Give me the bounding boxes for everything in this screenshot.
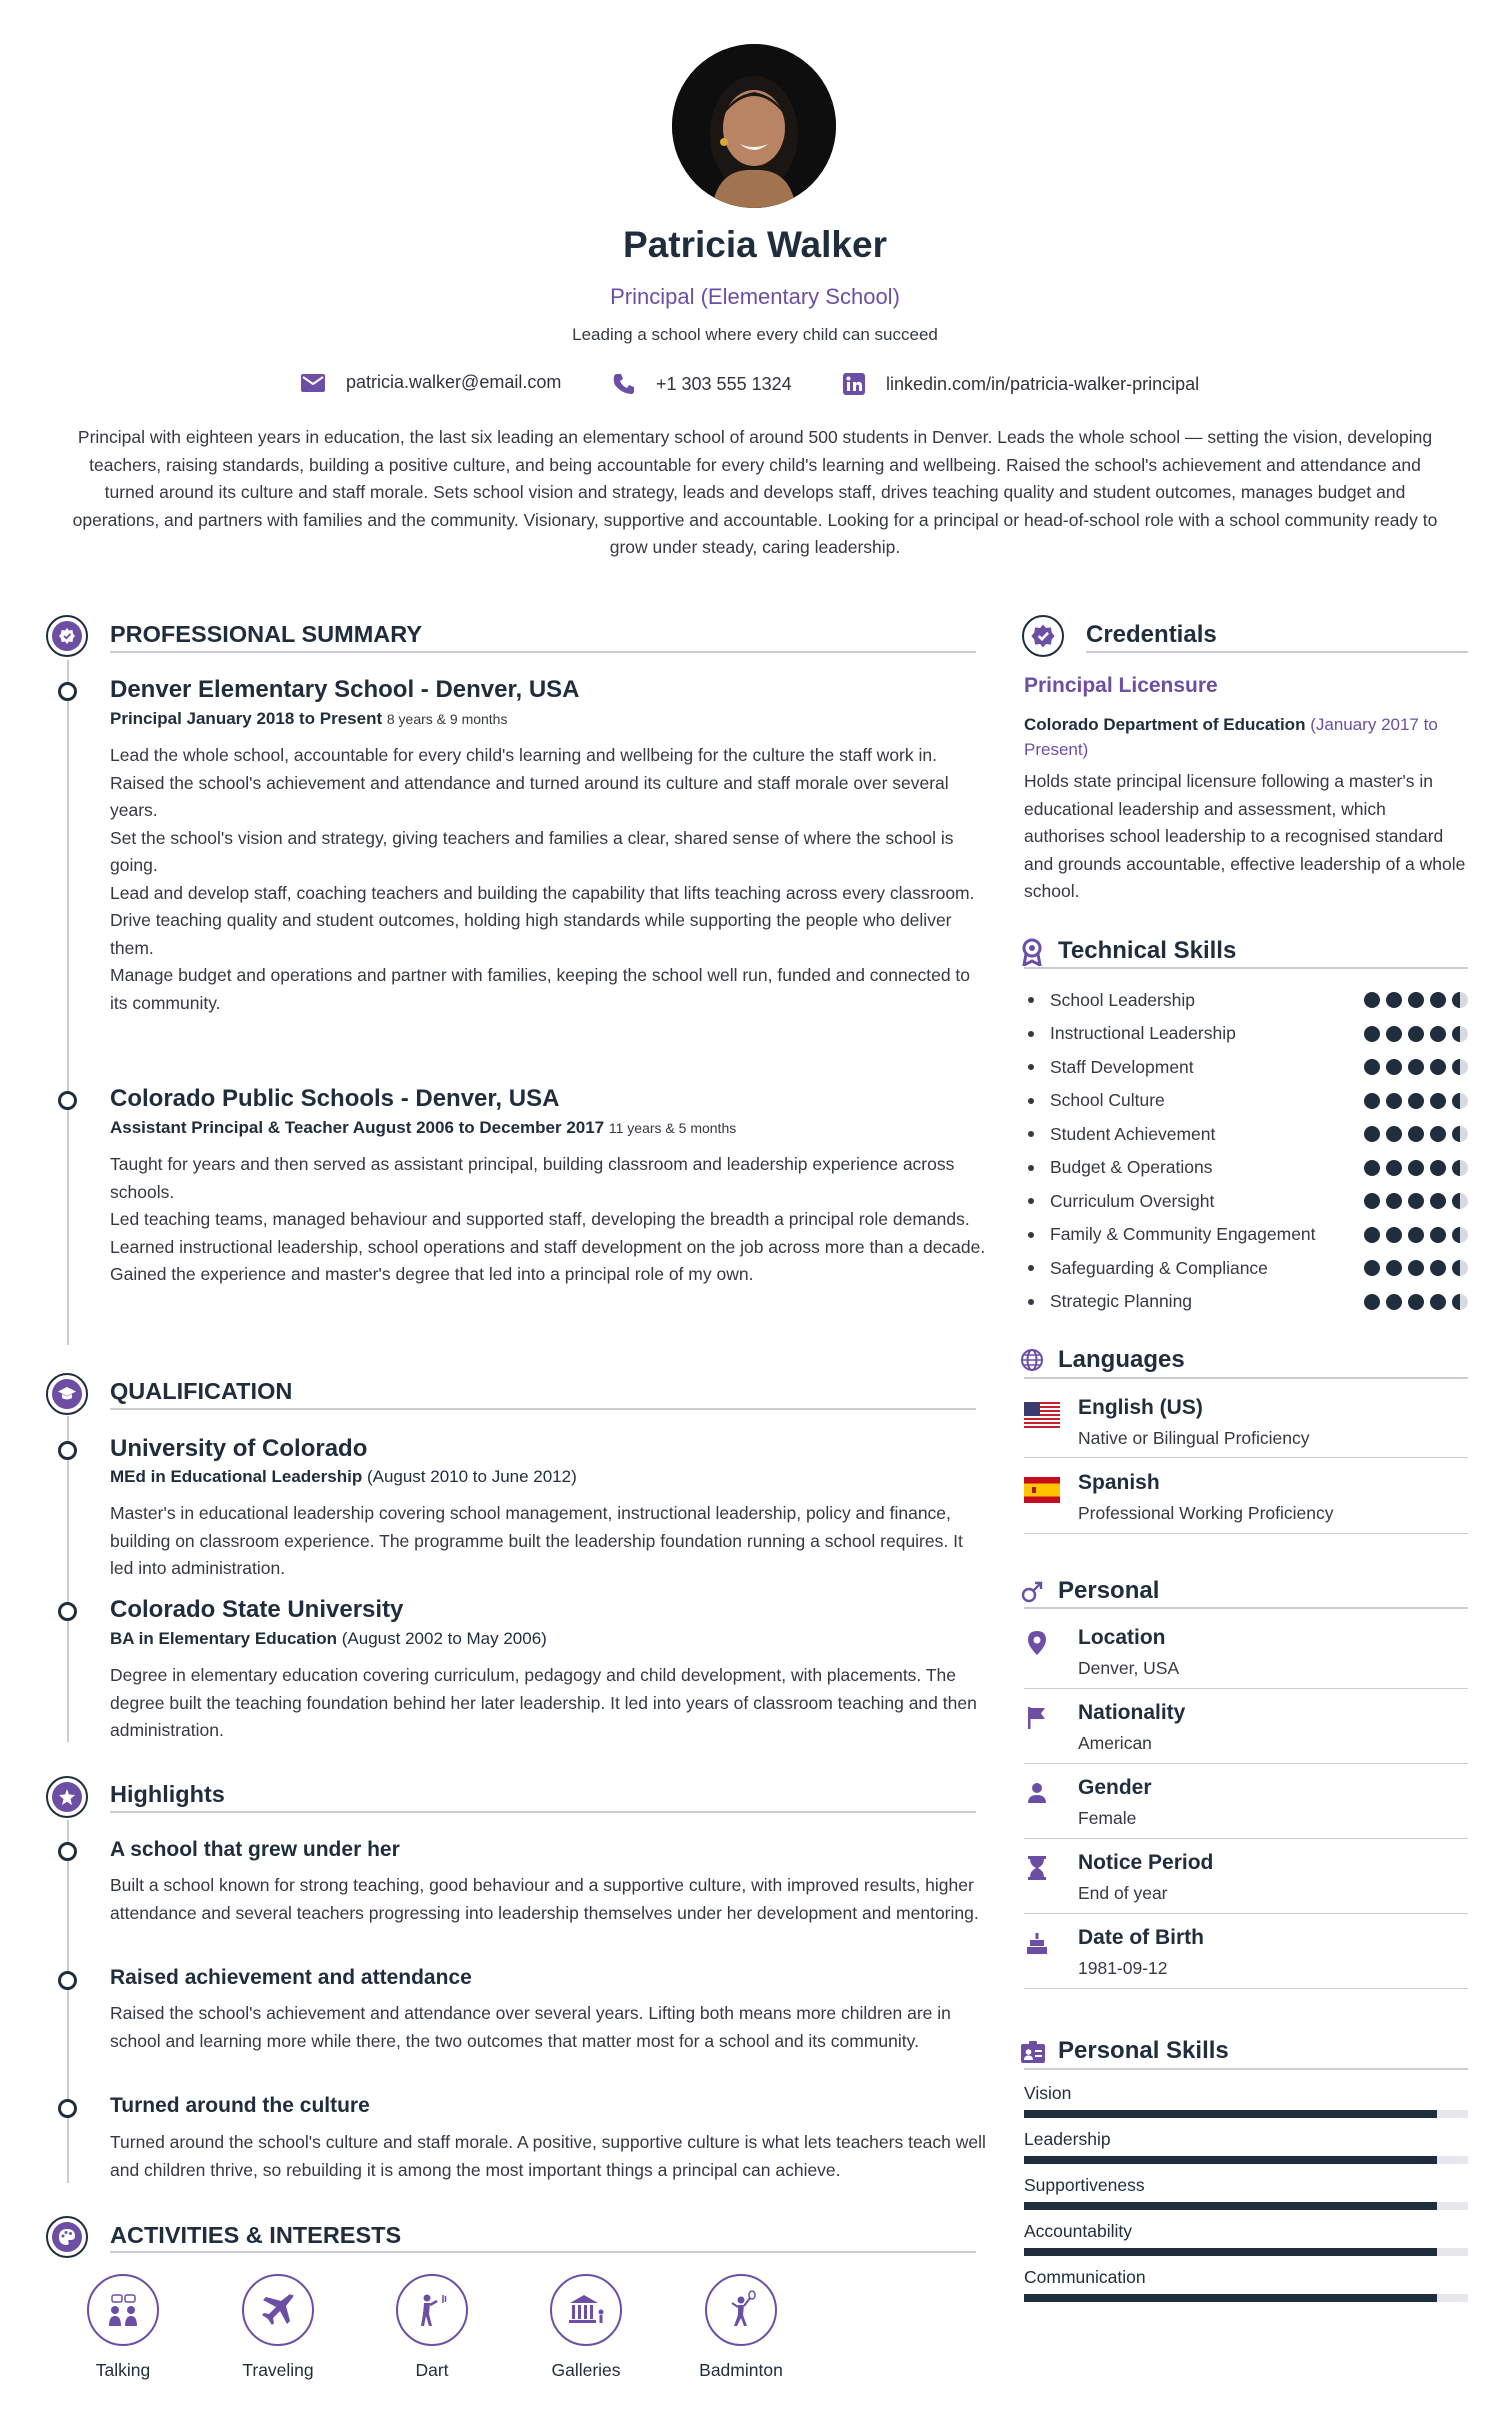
avatar: [672, 44, 836, 208]
job-duration: 8 years & 9 months: [386, 711, 508, 727]
highlight-title: Raised achievement and attendance: [110, 1966, 472, 1989]
job-bullet: Lead and develop staff, coaching teachers and building the capability that lifts teaching across every classroom.: [110, 882, 975, 903]
job-bullet: Raised the school's achievement and attendance and turned around its culture and staff morale over several years.: [110, 772, 949, 820]
linkedin-text: linkedin.com/in/patricia-walker-principal: [886, 373, 1200, 394]
technical-skill-label: Staff Development: [1050, 1056, 1194, 1077]
personal-skill-bar: [1024, 2156, 1468, 2164]
technical-skill-label: Instructional Leadership: [1050, 1023, 1236, 1043]
rating-dot: [1364, 1093, 1380, 1109]
degree-line: [110, 1629, 547, 1649]
us-flag-icon: [1024, 1402, 1060, 1428]
highlights-section-icon: [46, 1776, 88, 1818]
rating-dot: [1386, 1227, 1402, 1243]
credentials-rule: [1086, 651, 1468, 653]
technical-skill-label: Curriculum Oversight: [1050, 1190, 1215, 1211]
degree-description: Degree in elementary education covering curriculum, pedagogy and child development, with placements. The degree built the teaching foundation behind her later leadership. It led into years of classroom teaching and then administration.: [110, 1665, 977, 1740]
technical-skills-rule: [1024, 967, 1468, 969]
experience-section-title: PROFESSIONAL SUMMARY: [110, 621, 423, 647]
personal-value: 1981-09-12: [1078, 1958, 1168, 1978]
rating-dot: [1408, 1227, 1424, 1243]
rating-dot: [1408, 1260, 1424, 1276]
bullet-icon: [1028, 1098, 1034, 1104]
rating-dot: [1386, 1260, 1402, 1276]
credential-name: Principal Licensure: [1024, 674, 1218, 697]
rating-dot: [1386, 1026, 1402, 1042]
email-text: patricia.walker@email.com: [346, 372, 562, 392]
rating-dot: [1408, 1160, 1424, 1176]
personal-skill-fill: [1024, 2110, 1437, 2118]
skill-rating: [1364, 1160, 1468, 1176]
qualification-section-title: QUALIFICATION: [110, 1378, 293, 1404]
rating-dot: [1364, 1059, 1380, 1075]
personal-skill-label: Supportiveness: [1024, 2175, 1145, 2195]
credential-issuer: Colorado Department of Education: [1024, 715, 1306, 734]
candidate-role: Principal (Elementary School): [610, 284, 900, 309]
credential-dates: (January 2017 to Present): [1024, 715, 1438, 759]
technical-skill-row: [1024, 1122, 1468, 1146]
activities-section-icon: [46, 2216, 88, 2258]
qualification-section-icon: [46, 1373, 88, 1415]
language-level: Professional Working Proficiency: [1078, 1503, 1334, 1523]
technical-skill-row: [1024, 1156, 1468, 1180]
language-name: Spanish: [1078, 1471, 1160, 1494]
candidate-name: Patricia Walker: [623, 224, 887, 265]
credentials-title: Credentials: [1086, 621, 1217, 648]
divider: [1024, 1688, 1468, 1689]
skill-rating: [1364, 1059, 1468, 1075]
rating-dot: [1386, 992, 1402, 1008]
rating-dot: [1452, 992, 1468, 1008]
personal-skill-fill: [1024, 2202, 1437, 2210]
activities-rule: [110, 2251, 976, 2253]
highlights-rule: [110, 1811, 976, 1813]
rating-dot: [1430, 992, 1446, 1008]
skill-rating: [1364, 1093, 1468, 1109]
job-org: Colorado Public Schools - Denver, USA: [110, 1085, 560, 1112]
rating-dot: [1364, 992, 1380, 1008]
activity-galleries: [526, 2274, 646, 2381]
divider: [1024, 1838, 1468, 1839]
highlight-description: Built a school known for strong teaching, good behaviour and a supportive culture, with improved results, higher attendance and several teachers progressing into leadership themselves under her development and mentoring.: [110, 1875, 979, 1923]
divider: [1024, 1533, 1468, 1534]
technical-skill-row: [1024, 1189, 1468, 1213]
phone-contact[interactable]: [612, 372, 792, 396]
job-bullet: Led teaching teams, managed behaviour and supported staff, developing the breadth a principal role demands.: [110, 1209, 970, 1229]
talking-icon: [103, 2292, 143, 2328]
rating-dot: [1408, 1294, 1424, 1310]
languages-title: Languages: [1058, 1346, 1185, 1373]
phone-text: +1 303 555 1324: [656, 373, 792, 394]
job-bullet: Gained the experience and master's degree that led into a principal role of my own.: [110, 1264, 754, 1284]
rating-dot: [1430, 1294, 1446, 1310]
timeline-dot: [58, 1971, 77, 1990]
personal-value: American: [1078, 1733, 1152, 1753]
activities-section-title: ACTIVITIES & INTERESTS: [110, 2222, 402, 2248]
technical-skill-row: [1024, 1223, 1468, 1247]
credentials-section-icon: [1022, 615, 1064, 657]
rating-dot: [1430, 1059, 1446, 1075]
degree-name: BA in Elementary Education: [110, 1629, 338, 1648]
personal-rule: [1024, 1607, 1468, 1609]
personal-skill-label: Vision: [1024, 2083, 1072, 2103]
dart-icon: [412, 2290, 452, 2330]
rating-dot: [1452, 1260, 1468, 1276]
bullet-icon: [1028, 1232, 1034, 1238]
rating-dot: [1430, 1026, 1446, 1042]
skill-rating: [1364, 1126, 1468, 1142]
personal-value: End of year: [1078, 1883, 1168, 1903]
activity-label: Talking: [95, 2360, 151, 2380]
personal-skill-label: Communication: [1024, 2267, 1146, 2287]
rating-dot: [1452, 1227, 1468, 1243]
rating-dot: [1408, 1093, 1424, 1109]
personal-title: Personal: [1058, 1577, 1160, 1604]
bullet-icon: [1028, 1165, 1034, 1171]
personal-value: Denver, USA: [1078, 1658, 1180, 1678]
skill-rating: [1364, 1260, 1468, 1276]
job-bullet: Lead the whole school, accountable for every child's learning and wellbeing for the culture the staff work in.: [110, 745, 937, 765]
qualification-timeline: [67, 1416, 69, 1742]
person-icon: [1026, 1781, 1048, 1805]
job-bullet: Drive teaching quality and student outcomes, holding high standards while supporting the people who deliver them.: [110, 910, 952, 958]
divider: [1024, 1763, 1468, 1764]
personal-key: Nationality: [1078, 1701, 1186, 1724]
credential-org: [1024, 712, 1464, 762]
job-bullet: Taught for years and then served as assistant principal, building classroom and leadership experience across schools.: [110, 1154, 955, 1202]
job-bullet: Set the school's vision and strategy, giving teachers and families a clear, shared sense of where the school is going.: [110, 827, 954, 875]
bullet-icon: [1028, 997, 1034, 1003]
personal-skill-bar: [1024, 2202, 1468, 2210]
highlight-description: Raised the school's achievement and attendance over several years. Lifting both means more children are in school and learning more while there, the two outcomes that matter most for a school and its community.: [110, 2003, 951, 2051]
skill-rating: [1364, 992, 1468, 1008]
skill-rating: [1364, 1227, 1468, 1243]
degree-dates: (August 2010 to June 2012): [366, 1467, 577, 1486]
job-bullet: Learned instructional leadership, school operations and staff development on the job across more than a decade.: [110, 1236, 986, 1257]
personal-key: Notice Period: [1078, 1851, 1214, 1874]
rating-dot: [1452, 1193, 1468, 1209]
cake-icon: [1026, 1931, 1048, 1955]
rating-dot: [1408, 1026, 1424, 1042]
job-bullets: [110, 1151, 990, 1289]
airplane-icon: [258, 2290, 298, 2330]
rating-dot: [1386, 1093, 1402, 1109]
bullet-icon: [1028, 1299, 1034, 1305]
technical-skill-row: [1024, 1055, 1468, 1079]
rating-dot: [1430, 1227, 1446, 1243]
bullet-icon: [1028, 1131, 1034, 1137]
experience-section-icon: [46, 615, 88, 657]
technical-skill-row: [1024, 1256, 1468, 1280]
technical-skill-label: School Leadership: [1050, 989, 1195, 1010]
rating-dot: [1386, 1059, 1402, 1075]
job-role: [110, 709, 507, 729]
degree-line: [110, 1467, 577, 1487]
rating-dot: [1386, 1126, 1402, 1142]
languages-rule: [1024, 1377, 1468, 1379]
rating-dot: [1408, 992, 1424, 1008]
highlight-description: Turned around the school's culture and staff morale. A positive, supportive culture is what lets teachers teach well and children thrive, so rebuilding it is among the most important things a principal can achieve.: [110, 2132, 986, 2180]
rating-dot: [1364, 1260, 1380, 1276]
technical-skill-label: Family & Community Engagement: [1050, 1224, 1316, 1244]
rating-dot: [1408, 1126, 1424, 1142]
school-name: Colorado State University: [110, 1596, 404, 1623]
job-bullet: Manage budget and operations and partner with families, keeping the school well run, funded and connected to its community.: [110, 965, 971, 1013]
personal-skill-fill: [1024, 2248, 1437, 2256]
divider: [1024, 1457, 1468, 1458]
linkedin-icon: [842, 372, 866, 396]
gallery-icon: [566, 2292, 606, 2328]
qualification-rule: [110, 1408, 976, 1410]
technical-skill-label: Student Achievement: [1050, 1123, 1216, 1144]
technical-skill-label: Budget & Operations: [1050, 1157, 1213, 1177]
divider: [1024, 1913, 1468, 1914]
divider: [1024, 1988, 1468, 1989]
experience-rule: [110, 651, 976, 653]
personal-skill-fill: [1024, 2294, 1437, 2302]
location-pin-icon: [1027, 1630, 1047, 1656]
language-name: English (US): [1078, 1396, 1203, 1419]
skill-rating: [1364, 1193, 1468, 1209]
profile-summary: Principal with eighteen years in education, the last six leading an elementary school of around 500 students in Denver. Leads the whole school — setting the vision, developing teachers, raising standards, building a positive culture, and being accountable for every child's learning and wellbeing. Raised the school's achievement and attendance and turned around its culture and staff morale. Sets school vision and strategy, leads and develops staff, drives teaching quality and student outcomes, manages budget and operations, and partners with families and the community. Visionary, supportive and accountable. Looking for a principal or head-of-school role with a school community ready to grow under steady, caring leadership.: [72, 427, 1438, 557]
rating-dot: [1452, 1059, 1468, 1075]
activity-traveling: [218, 2274, 338, 2381]
rating-dot: [1364, 1126, 1380, 1142]
highlights-section-title: Highlights: [110, 1781, 225, 1807]
rating-dot: [1364, 1193, 1380, 1209]
activity-badminton: [681, 2274, 801, 2381]
rating-dot: [1452, 1126, 1468, 1142]
school-name: University of Colorado: [110, 1435, 368, 1462]
rating-dot: [1430, 1193, 1446, 1209]
technical-skill-label: Safeguarding & Compliance: [1050, 1257, 1268, 1278]
timeline-dot: [58, 1091, 77, 1110]
personal-key: Location: [1078, 1626, 1166, 1649]
personal-key: Gender: [1078, 1776, 1152, 1799]
personal-skill-label: Accountability: [1024, 2221, 1132, 2241]
highlight-title: A school that grew under her: [110, 1838, 400, 1861]
flag-icon: [1026, 1706, 1048, 1730]
technical-skill-label: Strategic Planning: [1050, 1291, 1193, 1311]
personal-skill-bar: [1024, 2294, 1468, 2302]
bullet-icon: [1028, 1198, 1034, 1204]
job-duration: 11 years & 5 months: [608, 1120, 737, 1136]
bullet-icon: [1028, 1031, 1034, 1037]
credential-description: Holds state principal licensure following a master's in educational leadership and assessment, which authorises school leadership to a recognised standard and grounds accountable, effective leadership of a whole school.: [1024, 771, 1466, 901]
rating-dot: [1430, 1160, 1446, 1176]
rating-dot: [1364, 1026, 1380, 1042]
email-icon: [300, 373, 326, 393]
technical-skills-title: Technical Skills: [1058, 937, 1237, 964]
tagline: Leading a school where every child can succeed: [572, 325, 938, 344]
job-role-dates: Principal January 2018 to Present: [110, 709, 383, 728]
timeline-dot: [58, 1441, 77, 1460]
badminton-icon: [721, 2290, 761, 2330]
activity-label: Badminton: [699, 2360, 783, 2380]
rating-dot: [1386, 1160, 1402, 1176]
rating-dot: [1452, 1160, 1468, 1176]
activity-dart: [372, 2274, 492, 2381]
job-bullets: [110, 742, 990, 1017]
experience-timeline: [67, 660, 69, 1345]
job-org: Denver Elementary School - Denver, USA: [110, 676, 580, 703]
rating-dot: [1386, 1294, 1402, 1310]
rating-dot: [1430, 1126, 1446, 1142]
activity-label: Dart: [415, 2360, 449, 2380]
personal-skills-title: Personal Skills: [1058, 2037, 1229, 2064]
highlight-title: Turned around the culture: [110, 2094, 370, 2117]
job-role-dates: Assistant Principal & Teacher August 2006 to December 2017: [110, 1118, 605, 1137]
highlights-timeline: [67, 1820, 69, 2183]
award-icon: [1020, 938, 1044, 966]
rating-dot: [1364, 1227, 1380, 1243]
personal-skill-bar: [1024, 2248, 1468, 2256]
rating-dot: [1430, 1260, 1446, 1276]
timeline-dot: [58, 682, 77, 701]
technical-skill-label: School Culture: [1050, 1090, 1165, 1110]
skill-rating: [1364, 1026, 1468, 1042]
activity-talking: [63, 2274, 183, 2381]
degree-description: Master's in educational leadership covering school management, instructional leadership, policy and finance, building on classroom experience. The programme built the leadership foundation running a school requires. It led into administration.: [110, 1503, 963, 1578]
activity-label: Traveling: [242, 2360, 314, 2380]
rating-dot: [1452, 1294, 1468, 1310]
degree-name: MEd in Educational Leadership: [110, 1467, 363, 1486]
id-badge-icon: [1020, 2040, 1046, 2064]
bullet-icon: [1028, 1265, 1034, 1271]
email-contact[interactable]: [300, 372, 561, 393]
rating-dot: [1430, 1093, 1446, 1109]
linkedin-contact[interactable]: [842, 372, 1199, 396]
personal-value: Female: [1078, 1808, 1137, 1828]
personal-skills-rule: [1024, 2068, 1468, 2070]
language-level: Native or Bilingual Proficiency: [1078, 1428, 1310, 1448]
rating-dot: [1364, 1160, 1380, 1176]
technical-skill-row: [1024, 1022, 1468, 1046]
rating-dot: [1364, 1294, 1380, 1310]
rating-dot: [1452, 1026, 1468, 1042]
gender-icon: [1020, 1580, 1044, 1604]
rating-dot: [1408, 1059, 1424, 1075]
timeline-dot: [58, 2099, 77, 2118]
technical-skill-row: [1024, 1290, 1468, 1314]
rating-dot: [1452, 1093, 1468, 1109]
technical-skill-row: [1024, 1089, 1468, 1113]
personal-skill-label: Leadership: [1024, 2129, 1111, 2149]
personal-skill-fill: [1024, 2156, 1437, 2164]
personal-key: Date of Birth: [1078, 1926, 1204, 1949]
technical-skill-row: [1024, 988, 1468, 1012]
skill-rating: [1364, 1294, 1468, 1310]
timeline-dot: [58, 1602, 77, 1621]
degree-dates: (August 2002 to May 2006): [341, 1629, 547, 1648]
job-role: [110, 1118, 736, 1138]
activity-label: Galleries: [551, 2360, 621, 2380]
rating-dot: [1386, 1193, 1402, 1209]
hourglass-icon: [1027, 1855, 1047, 1881]
globe-icon: [1020, 1348, 1044, 1372]
rating-dot: [1408, 1193, 1424, 1209]
timeline-dot: [58, 1842, 77, 1861]
bullet-icon: [1028, 1064, 1034, 1070]
spain-flag-icon: [1024, 1477, 1060, 1503]
phone-icon: [612, 372, 636, 396]
personal-skill-bar: [1024, 2110, 1468, 2118]
